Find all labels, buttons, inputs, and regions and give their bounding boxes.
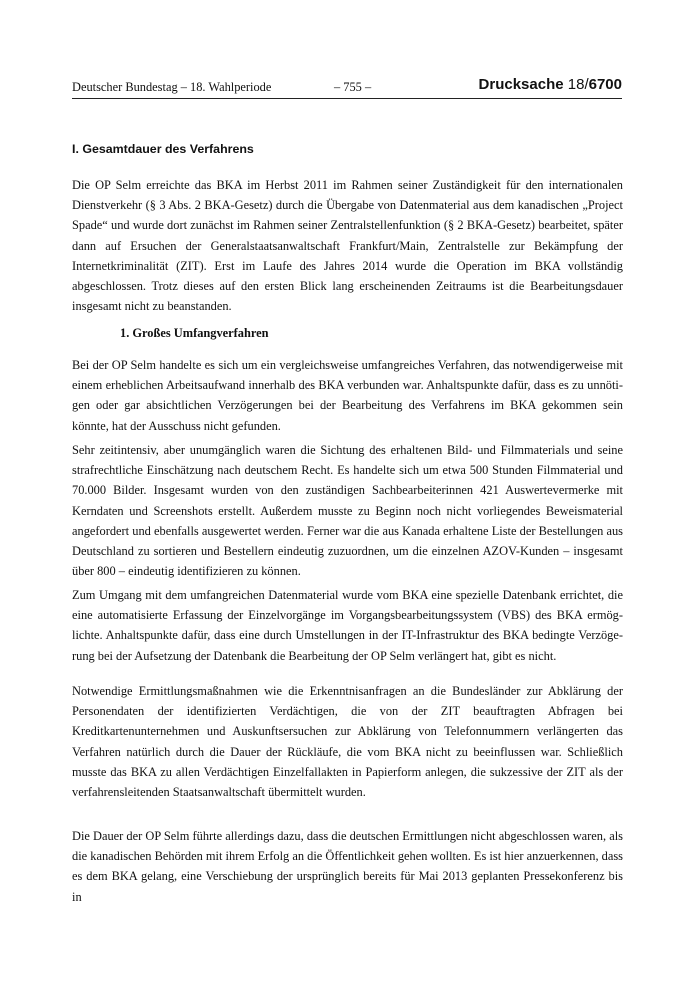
body-paragraph-5: Die Dauer der OP Selm führte allerdings dazu, dass die deutschen Ermittlungen nicht abgeschlossen waren, als die kanadischen Behörden mit ihrem Erfolg an die Öffentlichkeit gehen wollten. Es ist hier anzuerkennen, dass es dem BKA gelang, eine Verschiebung der ursprünglich bereits für Mai 2013 geplanten Pressekonferenz bis in: [72, 829, 623, 904]
section-heading: I. Gesamtdauer des Verfahrens: [72, 142, 254, 156]
header-number-suffix: 6700: [588, 76, 622, 93]
header-document-number: [479, 76, 622, 93]
header-parliament-period: Deutscher Bundestag – 18. Wahlperiode: [72, 80, 272, 94]
subsection-heading: 1. Großes Umfangverfahren: [120, 326, 269, 340]
header-number-prefix: 18/: [567, 76, 589, 93]
header-document-label: Drucksache: [478, 76, 564, 93]
body-paragraph-3: Zum Umgang mit dem umfangreichen Datenmaterial wurde vom BKA eine spezielle Datenbank errichtet, die eine automatisierte Erfassung der Einzelvorgänge im Vorgangsbearbeitungssystem (VBS) des BKA ermöglichte. Anhaltspunkte dafür, dass eine durch Umstellungen in der IT-Infrastruktur des BKA bedingte Verzögerung bei der Aufsetzung der Datenbank die Bearbeitung der OP Selm verlängert hat, gibt es nicht.: [72, 588, 623, 663]
page-header: [72, 76, 622, 99]
body-paragraph-2: Sehr zeitintensiv, aber unumgänglich waren die Sichtung des erhaltenen Bild- und Filmmaterials und seine strafrechtliche Einschätzung nach deutschem Recht. Es handelte sich um etwa 500 Stunden Filmmaterial und 70.000 Bilder. Insgesamt wurden von den zuständigen Sachbearbeiterinnen 421 Auswertevermerke mit Kerndaten und Screenshots erstellt. Außerdem musste zu Beginn noch nicht vorliegendes Beweismaterial angefordert und ebenfalls ausgewertet werden. Ferner war die aus Kanada erhaltene Liste der Bestellungen aus Deutschland zu sortieren und Bestellern eindeutig zuzuordnen, um die einzelnen AZOV-Kunden – insgesamt über 800 – eindeutig identifizieren zu können.: [72, 443, 623, 579]
body-paragraph-4: Notwendige Ermittlungsmaßnahmen wie die Erkenntnisanfragen an die Bundesländer zur Abklärung der Personendaten der identifizierten Verdächtigen, die von der ZIT beauftragten Abfragen bei Kreditkartenunternehmen und Auskunftsersuchen zur Abklärung von Telefonnummern verlängerten das Verfahren natürlich durch die Dauer der Rückläufe, die vom BKA nicht zu beeinflussen war. Schließlich musste das BKA zu allen Verdächtigen Einzelfallakten in Papierform anlegen, die sukzessive der ZIT als der verfahrensleitenden Staatsanwaltschaft übermittelt wurden.: [72, 684, 623, 800]
body-paragraph-1: Bei der OP Selm handelte es sich um ein vergleichsweise umfangreiches Verfahren, das notwendigerweise mit einem erheblichen Arbeitsaufwand innerhalb des BKA verbunden war. Anhaltspunkte dafür, dass es zu unnötigen oder gar absichtlichen Verzögerungen bei der Bearbeitung des Verfahrens im BKA gekommen sein könnte, hat der Ausschuss nicht gefunden.: [72, 358, 623, 433]
section-intro-paragraph: Die OP Selm erreichte das BKA im Herbst 2011 im Rahmen seiner Zuständigkeit für den internationalen Dienstverkehr (§ 3 Abs. 2 BKA-Gesetz) durch die Übergabe von Datenmaterial aus dem kanadischen „Project Spade“ und wurde dort zunächst im Rahmen seiner Zentralstellenfunktion (§ 2 BKA-Gesetz) bearbeitet, später dann auf Ersuchen der Generalstaatsanwaltschaft Frankfurt/Main, Zentralstelle zur Bekämpfung der Internetkriminalität (ZIT). Erst im Laufe des Jahres 2014 wurde die Operation im BKA vollständig abgeschlossen. Trotz dieses auf den ersten Blick lang erscheinenden Zeitraums ist die Bearbeitungsdauer insgesamt nicht zu beanstanden.: [72, 178, 623, 314]
header-page-number: – 755 –: [334, 80, 372, 94]
